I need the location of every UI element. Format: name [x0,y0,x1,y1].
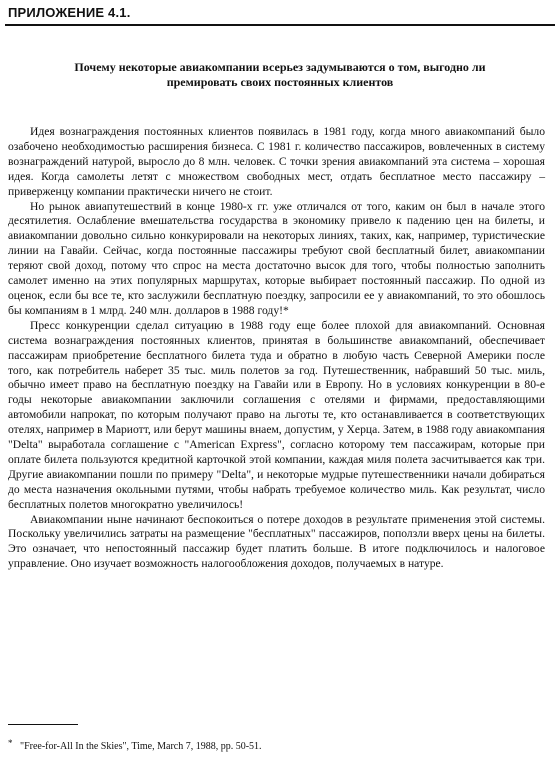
article-title: Почему некоторые авиакомпании всерьез задумываются о том, выгодно ли премировать своих постоянных клиентов [74,60,486,89]
footnote-rule [8,724,78,725]
article-body [8,125,545,572]
heading-rule [5,24,555,26]
paragraph-1: Идея вознаграждения постоянных клиентов появилась в 1981 году, когда много авиакомпаний было озабочено необходимостью расширения бизнеса. С 1981 г. количество пассажиров, вовлеченных в систему вознаграждений натурой, выросло до 8 млн. человек. С точки зрения авиакомпаний эта система – хорошая идея. Когда самолеты летят с множеством свободных мест, отдать бесплатное место пассажиру – приверженцу компании практически ничего не стоит. [8,125,545,198]
paragraph-4: Авиакомпании ныне начинают беспокоиться о потере доходов в результате применения этой системы. Поскольку увеличились затраты на размещение "бесплатных" пассажиров, поползли вверх цены на билеты. Это означает, что непостоянный пассажир будет платить больше. В итоге подключилось и налоговое управление. Оно изучает возможность налогообложения доходов, получаемых в натуре. [8,512,545,571]
page-heading: ПРИЛОЖЕНИЕ 4.1. [8,5,131,20]
footnote-text: "Free-for-All In the Skies", Time, March 7, 1988, pp. 50-51. [20,741,262,752]
paragraph-2: Но рынок авиапутешествий в конце 1980-х гг. уже отличался от того, каким он был в начале этого десятилетия. Ослабление вмешательства государства в экономику привело к падению цен на билеты, и авиакомпании довольно сильно конкурировали на некоторых линиях, таких, как, например, туристические линии на Гавайи. Сейчас, когда постоянные пассажиры требуют свой бесплатный билет, авиакомпании теряют свой доход, потому что спрос на места достаточно высок для того, чтобы полностью заполнить самолет именно на этих популярных маршрутах, которые выбирает постоянный пассажир. По одной из оценок, если бы все те, кто заслужили бесплатную поездку, запросили ее у авиакомпаний, то это обошлось бы компаниям в 1 млрд. 240 млн. долларов в 1988 году!* [8,199,545,317]
footnote-mark: * [8,738,13,748]
paragraph-3: Пресс конкуренции сделал ситуацию в 1988 году еще более плохой для авиакомпаний. Основная система вознаграждения постоянных клиентов, принятая в большинстве авиакомпаний, обеспечивает пассажирам приобретение бесплатного билета туда и обратно в любую часть Северной Америки после того, как потребитель наберет 35 тыс. миль полетов за год. Путешественник, набравший 50 тыс. миль, обычно имеет право на бесплатную поездку на Гавайи или в Европу. Но в условиях конкуренции в 80-е годы некоторые авиакомпании заключили соглашения с отелями и фирмами, предоставляющими автомобили напрокат, по которым получают право на льготы те, кто останавливается в соответствующих отелях, например в Мариотт, или берут машины внаем, допустим, у Херца. Затем, в 1988 году авиакомпания "Delta" выработала соглашение с "American Express", согласно которому тем пассажирам, которые при оплате билета пользуются кредитной карточкой этой компании, каждая миля полета засчитывается как три. Другие авиакомпании пошли по примеру "Delta", и некоторые мудрые путешественники начали добираться до места назначения окольными путями, чтобы набрать требуемое количество миль. Как результат, число бесплатных полетов многократно увеличилось! [8,318,546,511]
